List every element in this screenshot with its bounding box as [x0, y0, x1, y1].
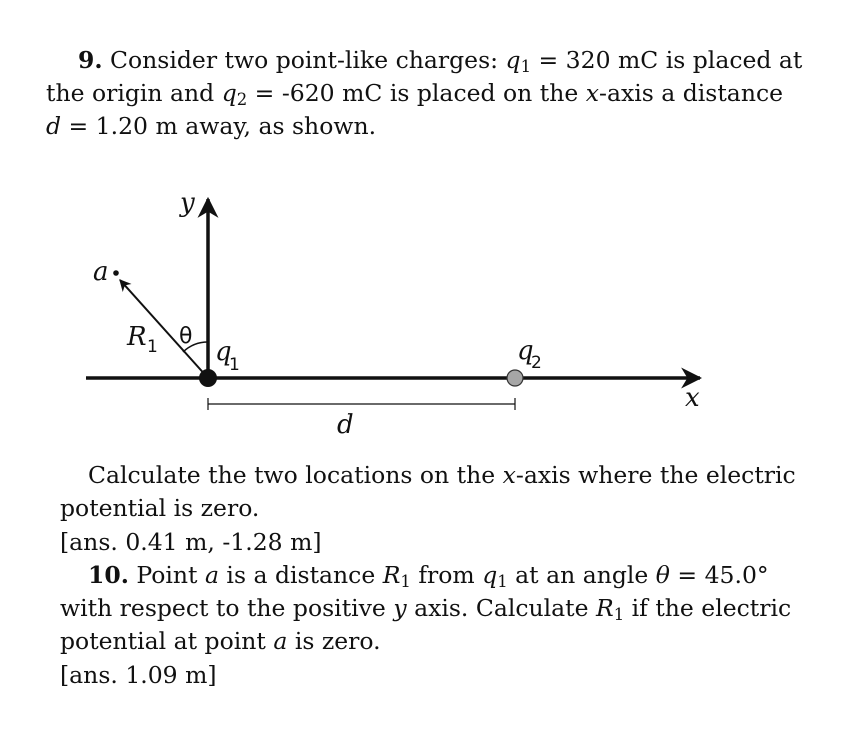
question-line-2	[60, 492, 259, 525]
q2-label-subscript: 2	[531, 353, 542, 373]
q1-label: q	[215, 337, 232, 367]
q1-charge-marker	[199, 369, 217, 387]
answer-10	[60, 659, 217, 692]
point-a-marker	[113, 270, 119, 276]
q1-subscript: 1	[520, 57, 532, 77]
question-line-1	[88, 459, 796, 492]
point-a-label: a	[93, 257, 109, 287]
theta-variable: θ	[655, 561, 670, 589]
q-subscript: 1	[497, 572, 508, 592]
problem-10-text: at an angle	[507, 561, 656, 589]
q1-value: = 320 mC is placed at	[531, 46, 803, 74]
problem-10-text: is a distance	[218, 561, 383, 589]
distance-label: d	[337, 410, 354, 440]
problem-10-text: if the electric	[624, 594, 792, 622]
q2-value: = -620 mC is placed on the	[247, 79, 586, 107]
r-subscript: 1	[613, 605, 625, 625]
problem-10-text: from	[410, 561, 483, 589]
problem-10-text: with respect to the positive	[60, 594, 394, 622]
problem-10-text: is zero.	[287, 627, 381, 655]
x-variable: x	[502, 461, 516, 489]
problem-10-line-1	[88, 559, 769, 592]
r-variable: R	[382, 561, 401, 589]
r1-label-subscript: 1	[147, 337, 158, 357]
problem-10-line-3	[60, 625, 381, 658]
question-text: -axis where the electric	[515, 461, 796, 489]
problem-10-text: Point	[128, 561, 205, 589]
y-variable: y	[393, 594, 407, 622]
problem-9-number: 9.	[78, 46, 103, 74]
problem-9-text: the origin and	[46, 79, 222, 107]
angle-value: = 45.0°	[669, 561, 769, 589]
a-variable: a	[273, 627, 288, 655]
x-axis-label: x	[685, 383, 700, 413]
problem-10-text: potential at point	[60, 627, 274, 655]
answer-9-text: [ans. 0.41 m, -1.28 m]	[60, 528, 322, 556]
d-variable: d	[46, 112, 62, 140]
q1-label-subscript: 1	[229, 355, 240, 375]
q1-variable: q	[505, 46, 521, 74]
a-variable: a	[204, 561, 219, 589]
q2-variable: q	[221, 79, 237, 107]
d-value: = 1.20 m away, as shown.	[61, 112, 377, 140]
answer-9	[60, 526, 322, 559]
q2-label: q	[517, 336, 534, 366]
q2-subscript: 2	[236, 90, 248, 110]
y-axis-label: y	[180, 188, 195, 218]
problem-10-number: 10.	[88, 561, 129, 589]
q2-charge-marker	[507, 370, 523, 386]
problem-10-line-2	[60, 592, 791, 625]
q-variable: q	[482, 561, 498, 589]
problem-9-text: Consider two point-like charges:	[110, 46, 506, 74]
theta-label: θ	[179, 324, 193, 349]
answer-10-text: [ans. 1.09 m]	[60, 661, 217, 689]
problem-10-text: axis. Calculate	[406, 594, 596, 622]
r-subscript: 1	[400, 572, 411, 592]
x-variable: x	[585, 79, 600, 107]
r1-label: R	[127, 322, 147, 352]
problem-9-text: -axis a distance	[599, 79, 784, 107]
question-text: Calculate the two locations on the	[88, 461, 503, 489]
r-variable: R	[596, 594, 614, 622]
question-text: potential is zero.	[60, 494, 260, 522]
